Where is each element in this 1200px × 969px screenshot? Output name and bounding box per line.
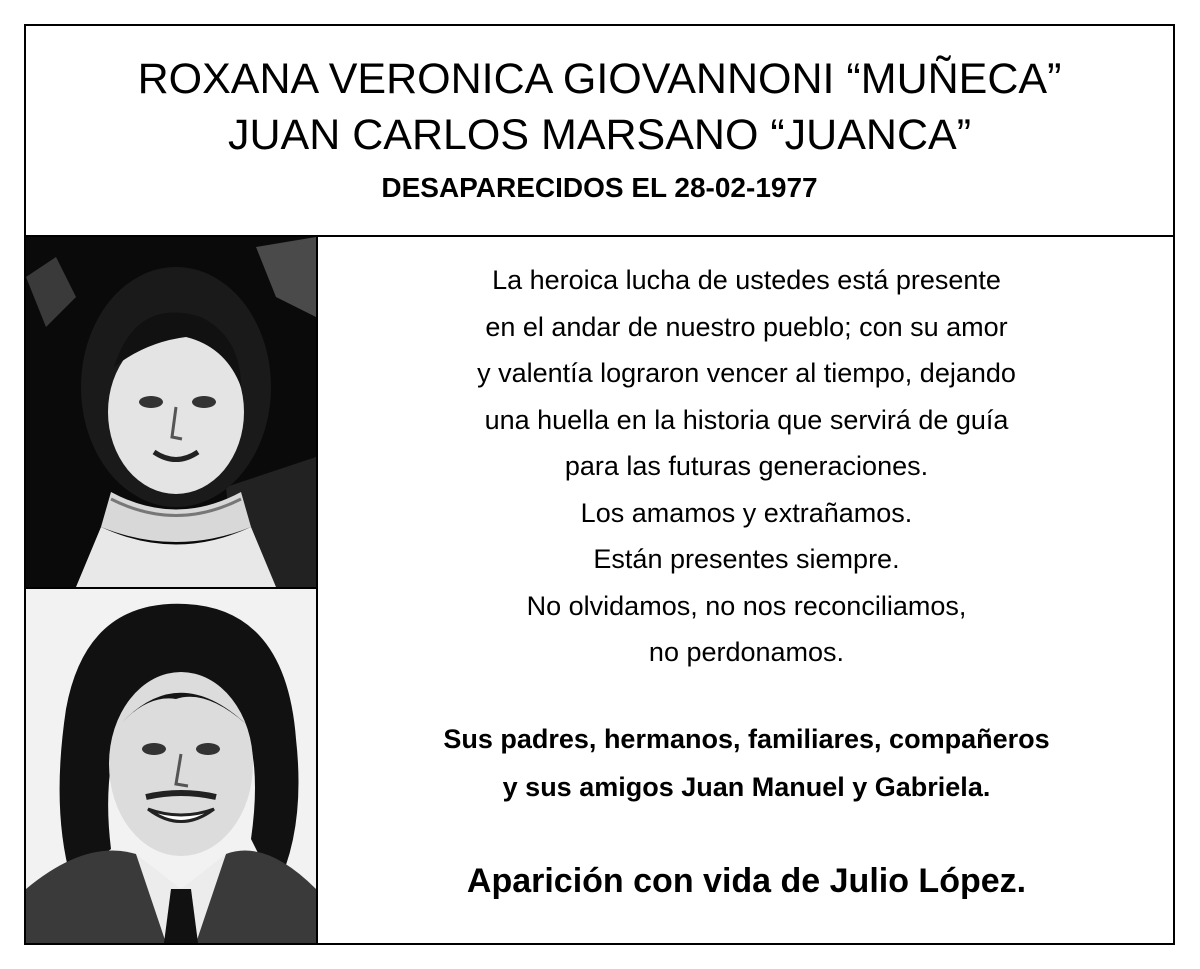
memorial-notice xyxy=(24,24,1175,945)
tribute-paragraph xyxy=(318,257,1175,676)
tribute-line: La heroica lucha de ustedes está presente xyxy=(492,265,1001,295)
memorial-text xyxy=(318,237,1175,943)
signature-line: Sus padres, hermanos, familiares, compañeros xyxy=(443,724,1050,754)
tribute-line: y valentía lograron vencer al tiempo, dejando xyxy=(477,358,1016,388)
disappearance-date: DESAPARECIDOS EL 28-02-1977 xyxy=(381,172,818,203)
name-line-roxana: ROXANA VERONICA GIOVANNONI “MUÑECA” xyxy=(137,55,1062,103)
tribute-line: Los amamos y extrañamos. xyxy=(580,497,913,528)
photo-column xyxy=(26,237,318,943)
slogan: Aparición con vida de Julio López. xyxy=(466,862,1027,900)
header xyxy=(26,26,1173,237)
signature-block xyxy=(318,715,1175,811)
tribute-line: Están presentes siempre. xyxy=(593,544,900,574)
portrait-photo-roxana xyxy=(26,237,316,589)
signature-line: y sus amigos Juan Manuel y Gabriela. xyxy=(502,772,991,802)
name-line-juan-carlos: JUAN CARLOS MARSANO “JUANCA” xyxy=(227,111,972,159)
tribute-line: no perdonamos. xyxy=(648,637,845,667)
tribute-line: No olvidamos, no nos reconciliamos, xyxy=(526,590,967,621)
portrait-photo-juan-carlos xyxy=(26,589,316,943)
tribute-line: en el andar de nuestro pueblo; con su amor xyxy=(485,311,1008,342)
tribute-line: para las futuras generaciones. xyxy=(564,451,929,481)
tribute-line: una huella en la historia que servirá de guía xyxy=(484,404,1009,435)
